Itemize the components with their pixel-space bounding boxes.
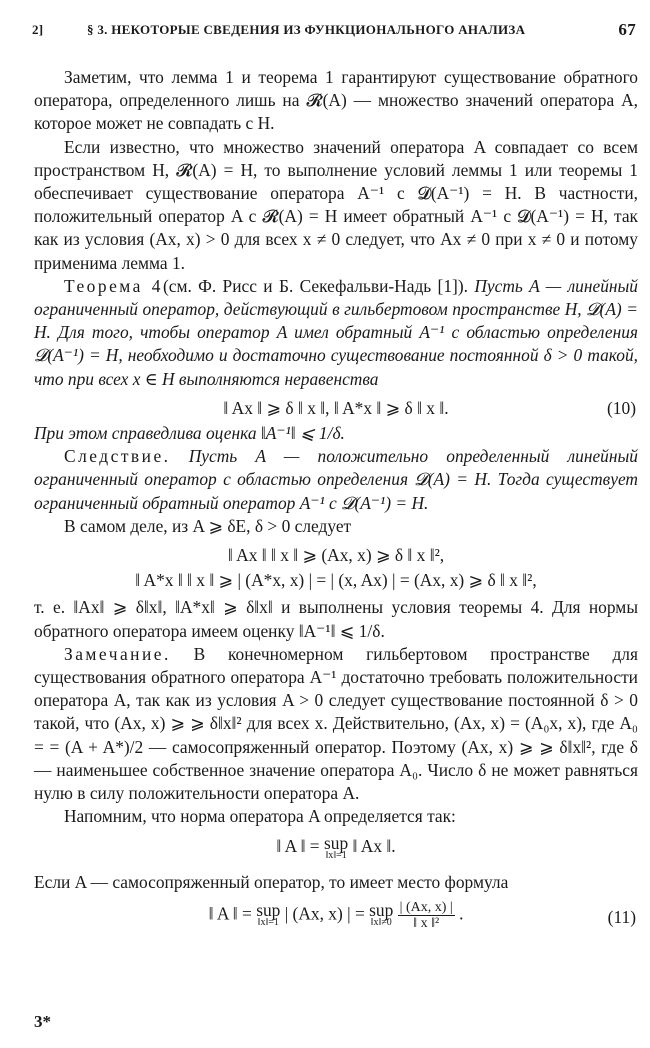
remark-text: В конечномерном гильбертовом пространстве для существования обратного оператора A⁻¹ достаточно требовать положительности оператора A, так как из условия A > 0 следует существование постоянной δ > 0 такой, что (Ax, x) ⩾ ⩾ δ‖x‖² для всех x. Действительно, (Ax, x) = (A₀x, x), где A₀ = = (A + A*)/2 — самосопряженный оператор. Поэтому (Ax, x) ⩾ ⩾ δ‖x‖², где δ — наименьшее собственное значение оператора A₀. Число δ не может равняться нулю в силу положительности оператора A.: [34, 643, 638, 804]
fraction: [398, 900, 455, 931]
norm-estimate: При этом справедлива оценка ‖A⁻¹‖ ⩽ 1/δ.: [34, 423, 345, 444]
sup-label-2: sup: [369, 900, 394, 921]
remark: [34, 643, 638, 805]
norm-definition-equation: [34, 832, 638, 861]
equation-10-body: ‖ Ax ‖ ⩾ δ ‖ x ‖, ‖ A*x ‖ ⩾ δ ‖ x ‖.: [223, 397, 449, 418]
remark-label: Замечание.: [64, 643, 171, 664]
norm-definition-intro: Напомним, что норма оператора A определяется так:: [64, 806, 456, 827]
page-body: [34, 66, 638, 933]
sup-operator-2: [369, 902, 393, 928]
corollary-label: Следствие.: [64, 446, 171, 467]
fraction-numerator: | (Ax, x) |: [399, 899, 453, 915]
corollary-statement: Пусть A — положительно определенный линейный ограниченный оператор с областью определения 𝓓(A) = H. Тогда существует ограниченный обратный оператор A⁻¹ с 𝓓(A⁻¹) = H.: [34, 446, 638, 513]
section-title: § 3. НЕКОТОРЫЕ СВЕДЕНИЯ ИЗ ФУНКЦИОНАЛЬНОГО АНАЛИЗА: [87, 22, 526, 37]
sup-condition-2: ‖x‖≠0: [370, 917, 392, 929]
sup-operator: [323, 832, 349, 861]
paragraph-1: Заметим, что лемма 1 и теорема 1 гарантируют существование обратного оператора, определенного лишь на 𝓡(A) — множество значений оператора A, которое может не совпадать с H.: [34, 67, 638, 134]
corollary: [34, 445, 638, 515]
equation-10: [34, 397, 638, 420]
equation-11-number: (11): [607, 906, 636, 927]
norm-rhs: ‖ Ax ‖.: [352, 835, 396, 856]
fraction-denominator: ‖ x ‖²: [413, 915, 440, 931]
chapter-mark: 2]: [32, 22, 44, 37]
theorem-statement: Пусть A — линейный ограниченный оператор, действующий в гильбертовом пространстве H, 𝓓(A) = H. Для того, чтобы оператор A имел обратный A⁻¹ с областью определения 𝓓(A⁻¹) = H, необходимо и достаточно существование постоянной δ > 0 такой, что при всех x ∈ H выполняются неравенства: [34, 275, 638, 389]
self-adjoint-intro: Если A — самосопряженный оператор, то имеет место формула: [34, 871, 509, 892]
eq11-lhs: ‖ A ‖ =: [208, 903, 252, 924]
paragraph-3: т. е. ‖Ax‖ ⩾ δ‖x‖, ‖A*x‖ ⩾ δ‖x‖ и выполнены условия теоремы 4. Для нормы обратного оператора имеем оценку ‖A⁻¹‖ ⩽ 1/δ.: [34, 597, 638, 641]
eq11-end: .: [459, 903, 464, 924]
inequality-b: ‖ A*x ‖ ‖ x ‖ ⩾ | (A*x, x) | = | (x, Ax) | = (Ax, x) ⩾ δ ‖ x ‖²,: [135, 570, 537, 591]
inequality-a: ‖ Ax ‖ ‖ x ‖ ⩾ (Ax, x) ⩾ δ ‖ x ‖²,: [227, 545, 445, 566]
proof-intro: В самом деле, из A ⩾ δE, δ > 0 следует: [64, 515, 352, 536]
sup-operator-1: [256, 902, 280, 928]
page-number: 67: [618, 20, 636, 39]
equation-10-number: (10): [607, 397, 636, 418]
paragraph-2: Если известно, что множество значений оператора A совпадает со всем пространством H, 𝓡(A) = H, то выполнение условий леммы 1 или теоремы 1 обеспечивает существование оператора A⁻¹ с 𝓓(A⁻¹) = H. В частности, положительный оператор A с 𝓡(A) = H имеет обратный A⁻¹ с 𝓓(A⁻¹) = H, так как из условия (Ax, x) > 0 для всех x ≠ 0 следует, что Ax ≠ 0 при x ≠ 0 и потому применима лемма 1.: [34, 136, 638, 273]
running-header: [32, 22, 636, 46]
theorem-label: Теорема 4: [64, 275, 163, 296]
equation-11: [34, 900, 638, 931]
sup-condition-1: ‖x‖=1: [257, 917, 279, 929]
sup-condition: ‖x‖=1: [325, 849, 347, 861]
sup-label: sup: [323, 832, 349, 853]
norm-lhs: ‖ A ‖ =: [276, 835, 320, 856]
sup-label-1: sup: [256, 900, 281, 921]
eq11-middle: | (Ax, x) | =: [284, 903, 365, 924]
signature-mark: 3*: [34, 1012, 51, 1031]
theorem-reference: (см. Ф. Рисс и Б. Секефальви-Надь [1]).: [162, 275, 468, 296]
theorem-4: [34, 275, 638, 391]
